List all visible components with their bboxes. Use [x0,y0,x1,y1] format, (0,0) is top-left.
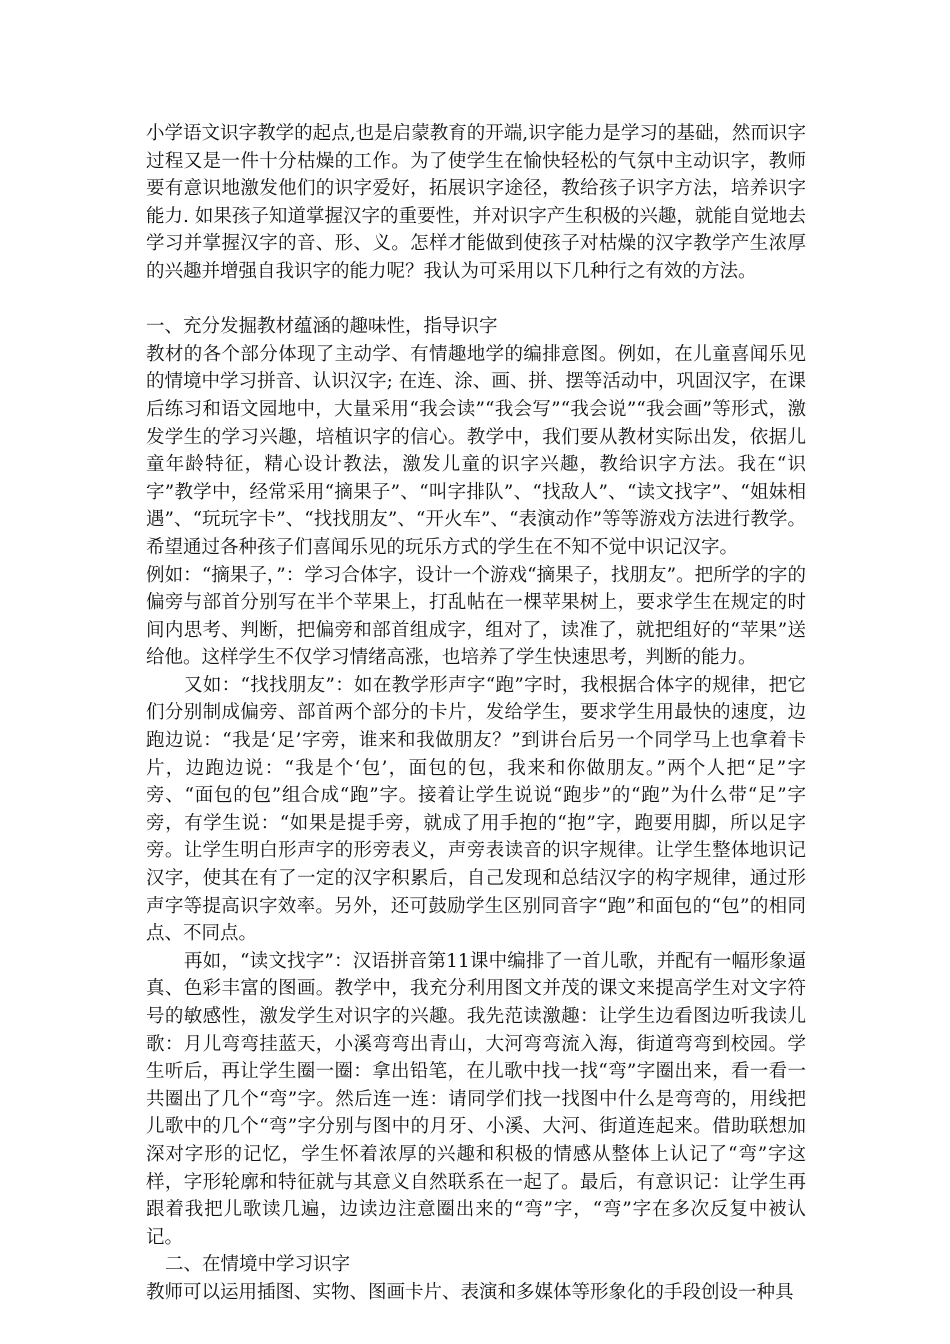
section1-paragraph-2: 例如：“摘果子，”：学习合体字，设计一个游戏“摘果子，找朋友”。把所学的字的偏旁与部首分别写在半个苹果上，打乱帖在一棵苹果树上，要求学生在规定的时间内思考、判断，把偏旁和部首组成字，组对了，读准了，就把组好的“苹果”送给他。这样学生不仅学习情绪高涨，也培养了学生快速思考，判断的能力。 [146,564,806,669]
document-body [146,120,806,1307]
section1-paragraph-4: 再如，“读文找字”：汉语拼音第11课中编排了一首儿歌，并配有一幅形象逼真、色彩丰富的图画。教学中，我充分利用图文并茂的课文来提高学生对文字符号的敏感性，激发学生对识字的兴趣。我先范读激趣：让学生边看图边听我读儿歌：月儿弯弯挂蓝天，小溪弯弯出青山，大河弯弯流入海，街道弯弯到校园。学生听后，再让学生圈一圈：拿出铅笔，在儿歌中找一找“弯”字圈出来，看一看一共圈出了几个“弯”字。然后连一连：请同学们找一找图中什么是弯弯的，用线把儿歌中的几个“弯”字分别与图中的月牙、小溪、大河、街道连起来。借助联想加深对字形的记忆，学生怀着浓厚的兴趣和积极的情感从整体上认记了“弯”字这样，字形轮廓和特征就与其意义自然联系在一起了。最后，有意识记：让学生再跟着我把儿歌读几遍，边读边注意圈出来的“弯”字，“弯”字在多次反复中被认记。 [146,950,806,1248]
section2-paragraph-1: 教师可以运用插图、实物、图画卡片、表演和多媒体等形象化的手段创设一种具 [146,1281,794,1303]
section1-paragraph-1: 教材的各个部分体现了主动学、有情趣地学的编排意图。例如，在儿童喜闻乐见的情境中学习拼音、认识汉字; 在连、涂、画、拼、摆等活动中，巩固汉字，在课后练习和语文园地中，大量采用“我会读”“我会写”“我会说”“我会画”等形式，激发学生的学习兴趣，培植识字的信心。教学中，我们要从教材实际出发，依据儿童年龄特征，精心设计教法，激发儿童的识字兴趣，教给识字方法。我在“识字”教学中，经常采用“摘果子”、“叫字排队”、“找敌人”、“读文找字”、“姐妹相遇”、“玩玩字卡”、“找找朋友”、“开火车”、“表演动作”等等游戏方法进行教学。希望通过各种孩子们喜闻乐见的玩乐方式的学生在不知不觉中识记汉字。 [146,343,806,558]
section-heading-1: 一、充分发掘教材蕴涵的趣味性，指导识字 [146,316,498,338]
section-heading-2: 二、在情境中学习识字 [165,1254,351,1276]
paragraph-spacer [146,286,806,314]
section1-paragraph-3: 又如：“找找朋友”：如在教学形声字“跑”字时，我根据合体字的规律，把它们分别制成偏旁、部首两个部分的卡片，发给学生，要求学生用最快的速度，边跑边说：“我是‘足’字旁，谁来和我做朋友？”到讲台后另一个同学马上也拿着卡片，边跑边说：“我是个‘包’，面包的包，我来和你做朋友。”两个人把“足”字旁、“面包的包”组合成“跑”字。接着让学生说说“跑步”的“跑”为什么带“足”字旁，有学生说：“如果是提手旁，就成了用手抱的“抱”字，跑要用脚，所以足字旁。让学生明白形声字的形旁表义，声旁表读音的识字规律。让学生整体地识记汉字，使其在有了一定的汉字积累后，自己发现和总结汉字的构字规律，通过形声字等提高识字效率。另外，还可鼓励学生区别同音字“跑”和面包的“包”的相同点、不同点。 [146,674,806,945]
intro-paragraph: 小学语文识字教学的起点,也是启蒙教育的开端,识字能力是学习的基础，然而识字过程又是一件十分枯燥的工作。为了使学生在愉快轻松的气氛中主动识字，教师要有意识地激发他们的识字爱好，拓展识字途径，教给孩子识字方法，培养识字能力. 如果孩子知道掌握汉字的重要性，并对识字产生积极的兴趣，就能自觉地去学习并掌握汉字的音、形、义。怎样才能做到使孩子对枯燥的汉字教学产生浓厚的兴趣并增强自我识字的能力呢？我认为可采用以下几种行之有效的方法。 [146,123,806,282]
